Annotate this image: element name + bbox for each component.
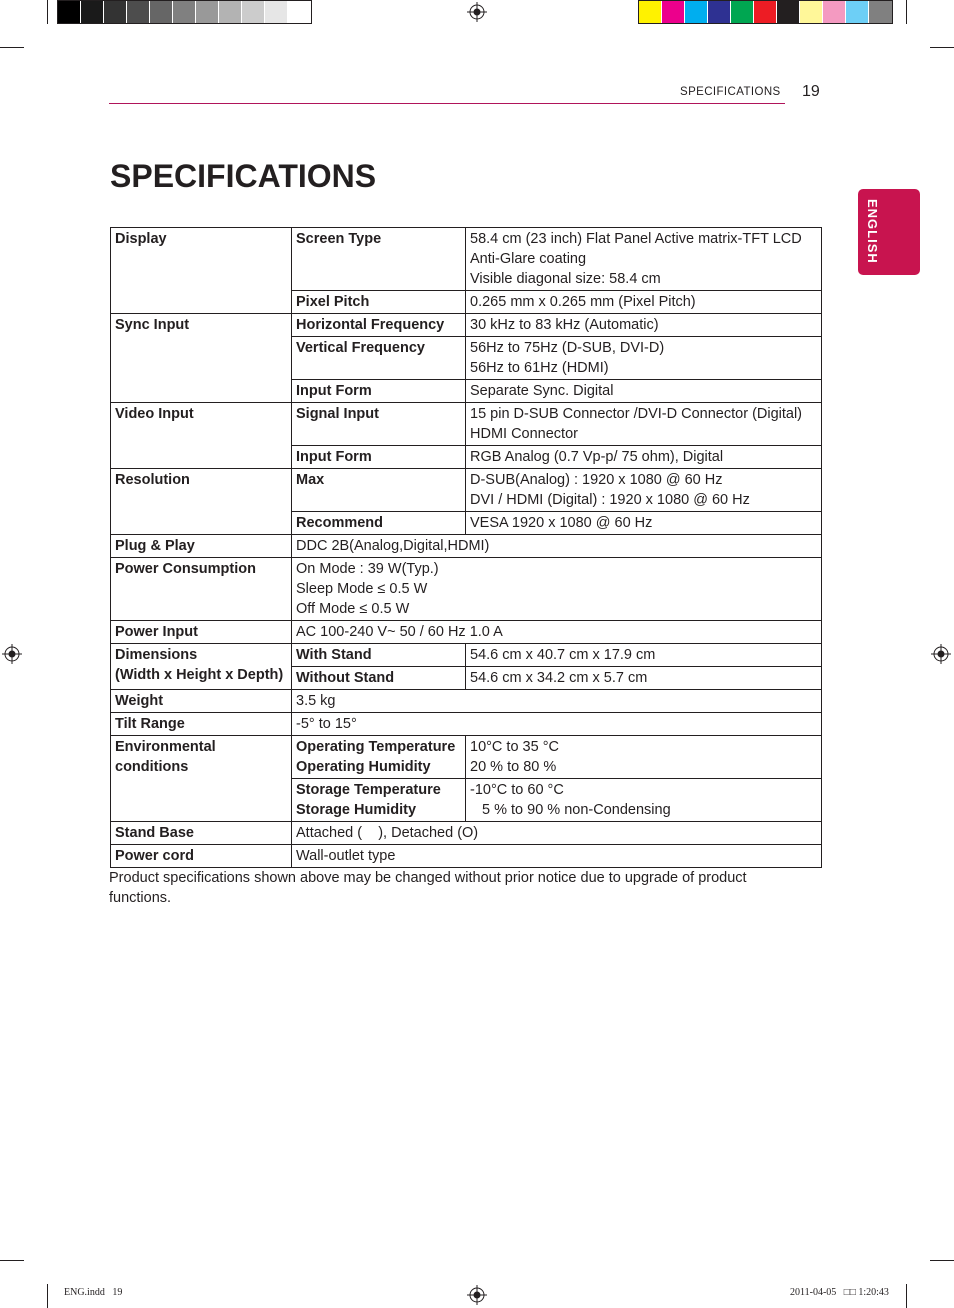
color-swatch xyxy=(731,1,754,23)
table-row xyxy=(111,228,822,291)
color-swatch xyxy=(150,1,173,23)
spec-category: Power Consumption xyxy=(111,558,292,621)
spec-category: Tilt Range xyxy=(111,713,292,736)
color-swatch xyxy=(846,1,869,23)
spec-value: 56Hz to 75Hz (D-SUB, DVI-D) 56Hz to 61Hz (HDMI) xyxy=(466,337,822,380)
registration-mark-icon xyxy=(467,1285,487,1305)
crop-mark xyxy=(906,1284,907,1308)
language-tab-label: ENGLISH xyxy=(865,198,880,264)
color-swatch xyxy=(219,1,242,23)
table-row xyxy=(111,558,822,621)
color-swatch xyxy=(288,1,311,23)
spec-value: AC 100-240 V~ 50 / 60 Hz 1.0 A xyxy=(292,621,822,644)
color-swatch xyxy=(196,1,219,23)
color-swatch xyxy=(823,1,846,23)
color-swatch xyxy=(869,1,892,23)
spec-category: Power cord xyxy=(111,845,292,868)
spec-value: DDC 2B(Analog,Digital,HDMI) xyxy=(292,535,822,558)
spec-value: RGB Analog (0.7 Vp-p/ 75 ohm), Digital xyxy=(466,446,822,469)
specifications-table xyxy=(110,227,822,868)
grayscale-calibration-bar xyxy=(57,0,312,24)
color-swatch xyxy=(685,1,708,23)
spec-label: Input Form xyxy=(292,380,466,403)
spec-category: Dimensions (Width x Height x Depth) xyxy=(111,644,292,690)
table-row xyxy=(111,314,822,337)
color-calibration-bar xyxy=(638,0,893,24)
color-swatch xyxy=(708,1,731,23)
spec-category: Sync Input xyxy=(111,314,292,403)
table-row xyxy=(111,403,822,446)
table-row xyxy=(111,690,822,713)
color-swatch xyxy=(754,1,777,23)
spec-value: 30 kHz to 83 kHz (Automatic) xyxy=(466,314,822,337)
table-row xyxy=(111,713,822,736)
spec-value: 58.4 cm (23 inch) Flat Panel Active matrix-TFT LCD Anti-Glare coating Visible diagonal size: 58.4 cm xyxy=(466,228,822,291)
spec-category: Power Input xyxy=(111,621,292,644)
spec-value: -5° to 15° xyxy=(292,713,822,736)
spec-value: On Mode : 39 W(Typ.) Sleep Mode ≤ 0.5 W Off Mode ≤ 0.5 W xyxy=(292,558,822,621)
crop-mark xyxy=(47,0,48,24)
spec-value: -10°C to 60 °C 5 % to 90 % non-Condensing xyxy=(466,779,822,822)
crop-mark xyxy=(0,47,24,48)
spec-label: Operating Temperature Operating Humidity xyxy=(292,736,466,779)
spec-value: D-SUB(Analog) : 1920 x 1080 @ 60 Hz DVI / HDMI (Digital) : 1920 x 1080 @ 60 Hz xyxy=(466,469,822,512)
print-slug-file: ENG.indd 19 xyxy=(64,1287,123,1298)
spec-value: VESA 1920 x 1080 @ 60 Hz xyxy=(466,512,822,535)
spec-label: Screen Type xyxy=(292,228,466,291)
table-row xyxy=(111,822,822,845)
spec-label: Recommend xyxy=(292,512,466,535)
spec-value: 10°C to 35 °C 20 % to 80 % xyxy=(466,736,822,779)
spec-label: Input Form xyxy=(292,446,466,469)
spec-value: Wall-outlet type xyxy=(292,845,822,868)
spec-label: Signal Input xyxy=(292,403,466,446)
table-row xyxy=(111,736,822,779)
crop-mark xyxy=(0,1260,24,1261)
color-swatch xyxy=(173,1,196,23)
spec-category: Video Input xyxy=(111,403,292,469)
color-swatch xyxy=(127,1,150,23)
crop-mark xyxy=(930,1260,954,1261)
registration-mark-icon xyxy=(2,644,22,664)
spec-label: Storage Temperature Storage Humidity xyxy=(292,779,466,822)
color-swatch xyxy=(242,1,265,23)
color-swatch xyxy=(58,1,81,23)
footnote: Product specifications shown above may be changed without prior notice due to upgrade of product functions. xyxy=(109,870,747,906)
spec-value: 3.5 kg xyxy=(292,690,822,713)
spec-label: Pixel Pitch xyxy=(292,291,466,314)
print-slug-timestamp: 2011-04-05 □□ 1:20:43 xyxy=(790,1287,889,1298)
table-row xyxy=(111,469,822,512)
table-row xyxy=(111,644,822,667)
running-header-section: SPECIFICATIONS xyxy=(680,86,781,98)
crop-mark xyxy=(906,0,907,24)
color-swatch xyxy=(662,1,685,23)
spec-value: 54.6 cm x 34.2 cm x 5.7 cm xyxy=(466,667,822,690)
spec-value: Attached ( ), Detached (O) xyxy=(292,822,822,845)
table-row xyxy=(111,535,822,558)
registration-mark-icon xyxy=(931,644,951,664)
table-row xyxy=(111,621,822,644)
spec-label: With Stand xyxy=(292,644,466,667)
color-swatch xyxy=(639,1,662,23)
crop-mark xyxy=(930,47,954,48)
page-title: SPECIFICATIONS xyxy=(110,158,377,194)
page-number: 19 xyxy=(802,83,820,100)
header-rule xyxy=(109,103,785,104)
crop-mark xyxy=(47,1284,48,1308)
color-swatch xyxy=(104,1,127,23)
spec-label: Horizontal Frequency xyxy=(292,314,466,337)
color-swatch xyxy=(265,1,288,23)
registration-mark-icon xyxy=(467,2,487,22)
color-swatch xyxy=(800,1,823,23)
spec-category: Resolution xyxy=(111,469,292,535)
spec-category: Weight xyxy=(111,690,292,713)
spec-category: Plug & Play xyxy=(111,535,292,558)
spec-value: 15 pin D-SUB Connector /DVI-D Connector (Digital) HDMI Connector xyxy=(466,403,822,446)
spec-category: Stand Base xyxy=(111,822,292,845)
table-row xyxy=(111,845,822,868)
spec-category: Environmental conditions xyxy=(111,736,292,822)
color-swatch xyxy=(777,1,800,23)
spec-value: Separate Sync. Digital xyxy=(466,380,822,403)
color-swatch xyxy=(81,1,104,23)
spec-category: Display xyxy=(111,228,292,314)
spec-value: 0.265 mm x 0.265 mm (Pixel Pitch) xyxy=(466,291,822,314)
spec-value: 54.6 cm x 40.7 cm x 17.9 cm xyxy=(466,644,822,667)
spec-label: Vertical Frequency xyxy=(292,337,466,380)
spec-label: Max xyxy=(292,469,466,512)
spec-label: Without Stand xyxy=(292,667,466,690)
